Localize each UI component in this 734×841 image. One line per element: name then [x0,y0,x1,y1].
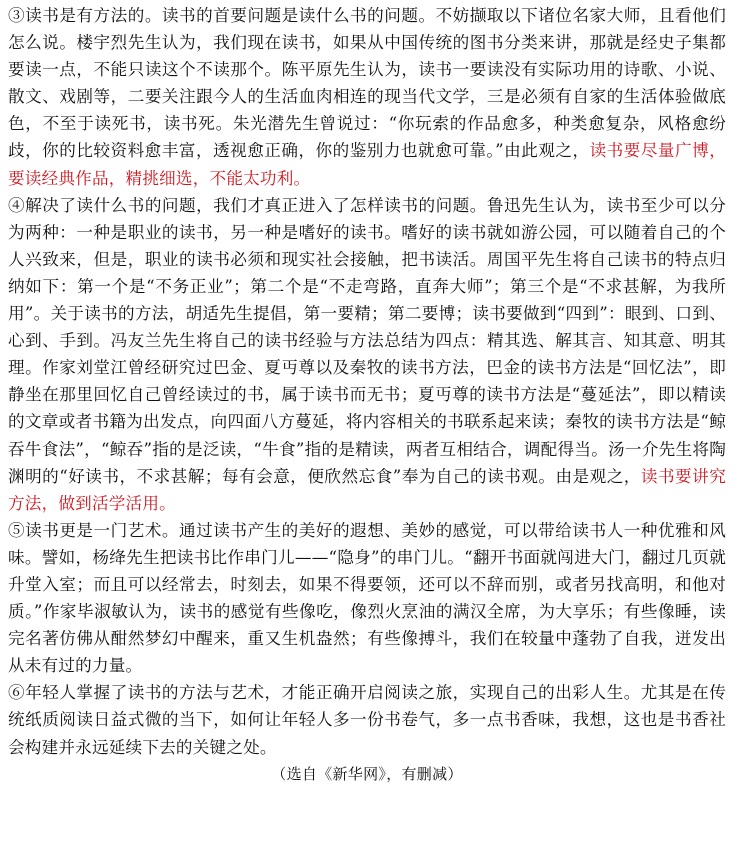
paragraph-number: ③ [8,6,26,25]
paragraph-text: 年轻人掌握了读书的方法与艺术，才能正确开启阅读之旅，实现自己的出彩人生。尤其是在传统纸质阅读日益式微的当下，如何让年轻人多一份书卷气，多一点书香味，我想，这也是书香社会构建并永远延续下去的关键之处。 [8,683,726,757]
highlighted-conclusion: 读书要讲究方法，做到活学活用。 [8,466,726,513]
paragraph-6 [8,679,726,760]
paragraph-text: 解决了读什么书的问题，我们才真正进入了怎样读书的问题。鲁迅先生认为，读书至少可以分为两种：一种是职业的读书，另一种是嗜好的读书。嗜好的读书就如游公园，可以随着自己的个人兴致来，但是，职业的读书必须和现实社会接触，把书读活。周国平先生将自己读书的特点归纳如下：第一个是“不务正业”；第二个是“不走弯路，直奔大师”；第三个是“不求甚解，为我所用”。关于读书的方法，胡适先生提倡，第一要精；第二要博；读书要做到“四到”：眼到、口到、心到、手到。冯友兰先生将自己的读书经验与方法总结为四点：精其选、解其言、知其意、明其理。作家刘堂江曾经研究过巴金、夏丏尊以及秦牧的读书方法，巴金的读书方法是“回忆法”，即静坐在那里回忆自己曾经读过的书，属于读书而无书；夏丏尊的读书方法是“蔓延法”，即以精读的文章或者书籍为出发点，向四面八方蔓延，将内容相关的书联系起来读；秦牧的读书方法是“鲸吞牛食法”，“鲸吞”指的是泛读，“牛食”指的是精读，两者互相结合，调配得当。汤一介先生将陶渊明的“好读书，不求甚解；每有会意，便欣然忘食”奉为自己的读书观。由是观之， [8,195,726,486]
source-citation: （选自《新华网》，有删减） [271,764,463,783]
paragraph-4 [8,192,726,517]
paragraph-text: 读书是有方法的。读书的首要问题是读什么书的问题。不妨撷取以下诸位名家大师，且看他们怎么说。楼宇烈先生认为，我们现在读书，如果从中国传统的图书分类来讲，那就是经史子集都要读一点，不能只读这个不读那个。陈平原先生认为，读书一要读没有实际功用的诗歌、小说、散文、戏剧等，二要关注跟今人的生活血肉相连的现当代文学，三是必须有自家的生活体验做底色，不至于读死书，读书死。朱光潜先生曾说过：“你玩索的作品愈多，种类愈复杂，风格愈纷歧，你的比较资料愈丰富，透视愈正确，你的鉴别力也就愈可靠。”由此观之， [8,6,726,161]
paragraph-number: ④ [8,195,26,215]
highlighted-conclusion: 读书要尽量广博，要读经典作品，精挑细选，不能太功利。 [8,141,726,188]
paragraph-number: ⑤ [8,520,26,540]
paragraph-3 [8,2,726,192]
paragraph-text: 读书更是一门艺术。通过读书产生的美好的遐想、美妙的感觉，可以带给读书人一种优雅和风味。譬如，杨绛先生把读书比作串门儿——“隐身”的串门儿。“翻开书面就闯进大门，翻过几页就升堂入室；而且可以经常去，时刻去，如果不得要领，还可以不辞而别，或者另找高明，和他对质。”作家毕淑敏认为，读书的感觉有些像吃，像烈火烹油的满汉全席，为大享乐；有些像睡，读完名著仿佛从酣然梦幻中醒来，重又生机盎然；有些像搏斗，我们在较量中蓬勃了自我，迸发出从未有过的力量。 [8,520,726,676]
paragraph-number: ⑥ [8,683,26,703]
paragraph-5 [8,517,726,680]
